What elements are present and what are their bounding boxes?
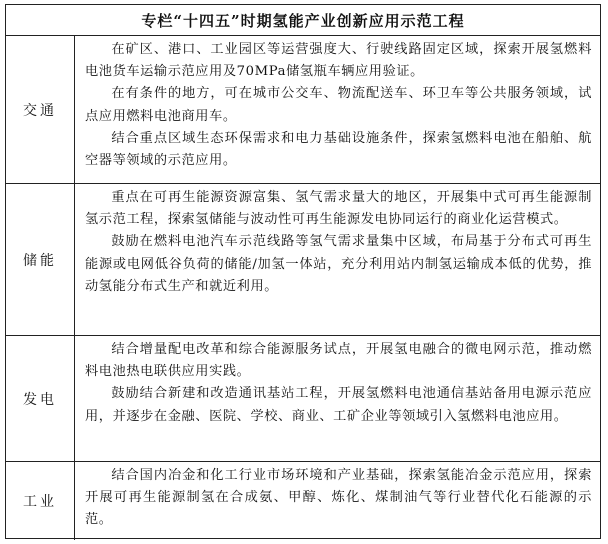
row-content-power <box>75 336 600 461</box>
row-label-storage: 储能 <box>6 184 75 335</box>
table-row-storage <box>6 184 600 336</box>
paragraph: 重点在可再生能源资源富集、氢气需求量大的地区，开展集中式可再生能源制氢示范工程，探索氢储能与波动性可再生能源发电协同运行的商业化运营模式。 <box>85 190 592 228</box>
paragraph: 鼓励在燃料电池汽车示范线路等氢气需求量集中区域，布局基于分布式可再生能源或电网低谷负荷的储能/加氢一体站，充分利用站内制氢运输成本低的优势，推动氢能分布式生产和就近利用。 <box>85 234 592 294</box>
paragraph: 在有条件的地方，可在城市公交车、物流配送车、环卫车等公共服务领域，试点应用燃料电池商用车。 <box>85 86 592 124</box>
paragraph: 结合重点区域生态环保需求和电力基础设施条件，探索氢燃料电池在船舶、航空器等领域的示范应用。 <box>85 130 592 169</box>
paragraph: 在矿区、港口、工业园区等运营强度大、行驶线路固定区域，探索开展氢燃料电池货车运输示范应用及70MPa储氢瓶车辆应用验证。 <box>85 42 592 80</box>
paragraph: 结合增量配电改革和综合能源服务试点，开展氢电融合的微电网示范，推动燃料电池热电联供应用实践。 <box>85 342 592 380</box>
demonstration-table <box>5 4 601 539</box>
table-row-power <box>6 336 600 462</box>
row-content-transport <box>75 36 600 183</box>
paragraph: 鼓励结合新建和改造通讯基站工程，开展氢燃料电池通信基站备用电源示范应用，并逐步在金融、医院、学校、商业、工矿企业等领域引入氢燃料电池应用。 <box>85 386 592 424</box>
row-label-power: 发电 <box>6 336 75 461</box>
row-content-industry <box>75 462 600 540</box>
row-label-industry: 工业 <box>6 462 75 540</box>
table-title: 专栏“十四五”时期氢能产业创新应用示范工程 <box>6 5 600 36</box>
table-row-transport <box>6 36 600 184</box>
paragraph: 结合国内冶金和化工行业市场环境和产业基础，探索氢能冶金示范应用，探索开展可再生能源制氢在合成氨、甲醇、炼化、煤制油气等行业替代化石能源的示范。 <box>85 468 592 528</box>
row-label-transport: 交通 <box>6 36 75 183</box>
table-row-industry <box>6 462 600 540</box>
row-content-storage <box>75 184 600 335</box>
